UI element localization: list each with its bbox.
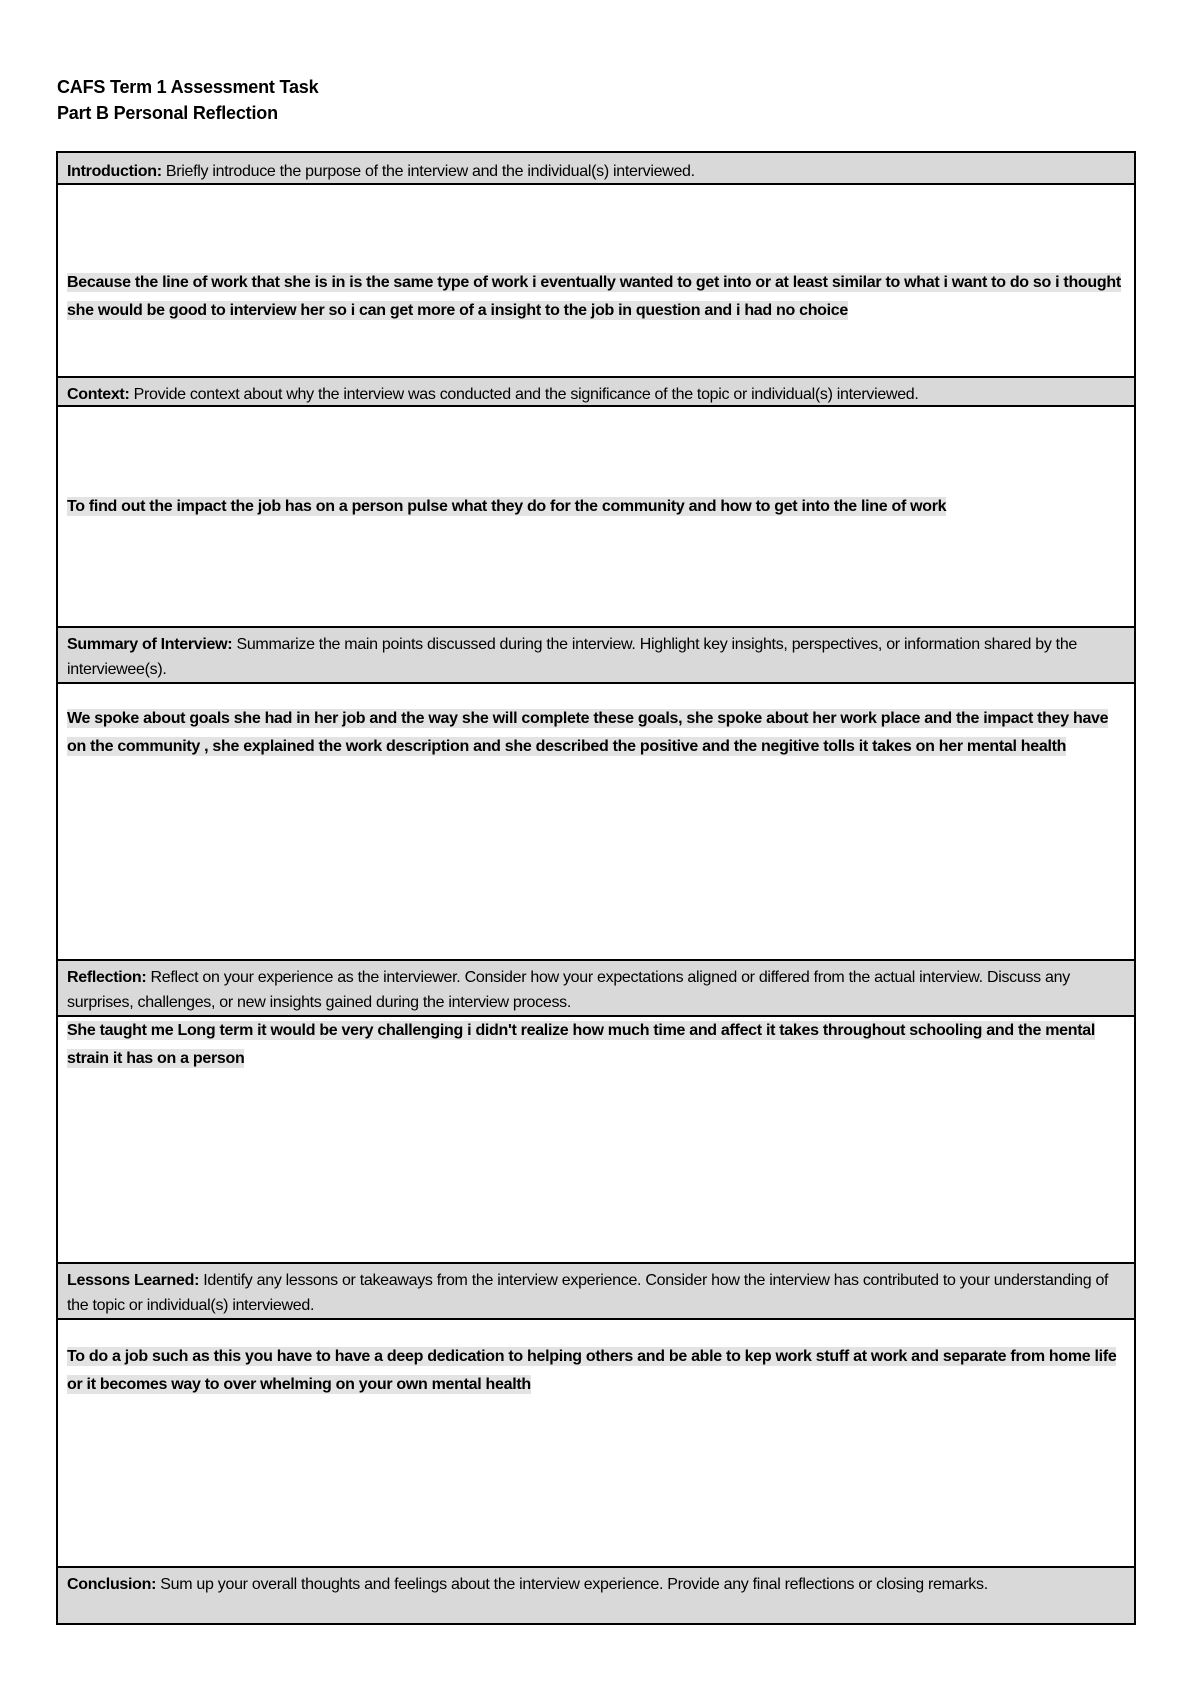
lessons-prompt-text: Identify any lessons or takeaways from the interview experience. Consider how the interview has contributed to your understanding of the topic or individual(s) interviewed. bbox=[67, 1272, 1109, 1314]
summary-answer: We spoke about goals she had in her job and the way she will complete these goals, she spoke about her work place and the impact they have on the community , she explained the work description and she described the positive and the negitive tolls it takes on her mental health bbox=[67, 710, 1109, 755]
context-answer: To find out the impact the job has on a person pulse what they do for the community and how to get into the line of work bbox=[67, 498, 947, 515]
reflection-answer: She taught me Long term it would be very challenging i didn't realize how much time and affect it takes throughout schooling and the mental strain it has on a person bbox=[67, 1022, 1095, 1067]
lessons-answer: To do a job such as this you have to have a deep dedication to helping others and be able to kep work stuff at work and separate from home life or it becomes way to over whelming on your own mental health bbox=[67, 1348, 1117, 1393]
lessons-prompt bbox=[58, 1264, 1134, 1320]
context-answer-cell[interactable] bbox=[58, 407, 1134, 628]
introduction-prompt bbox=[58, 153, 1134, 185]
conclusion-prompt bbox=[58, 1568, 1134, 1623]
reflection-prompt-text: Reflect on your experience as the interviewer. Consider how your expectations aligned or differed from the actual interview. Discuss any surprises, challenges, or new insights gained during the interview process. bbox=[67, 969, 1070, 1011]
reflection-label: Reflection: bbox=[67, 969, 147, 986]
context-label: Context: bbox=[67, 386, 130, 403]
reflection-answer-cell[interactable] bbox=[58, 1017, 1134, 1264]
document-title: CAFS Term 1 Assessment Task bbox=[57, 77, 319, 97]
conclusion-label: Conclusion: bbox=[67, 1576, 157, 1593]
reflection-prompt bbox=[58, 961, 1134, 1017]
document-header bbox=[57, 74, 318, 126]
introduction-label: Introduction: bbox=[67, 163, 162, 180]
document-subtitle: Part B Personal Reflection bbox=[57, 103, 278, 123]
introduction-answer: Because the line of work that she is in is the same type of work i eventually wanted to get into or at least similar to what i want to do so i thought she would be good to interview her so i can get more of a insight to the job in question and i had no choice bbox=[67, 274, 1121, 319]
reflection-form-table bbox=[56, 151, 1136, 1625]
context-prompt bbox=[58, 378, 1134, 407]
context-prompt-text: Provide context about why the interview was conducted and the significance of the topic or individual(s) interviewed. bbox=[129, 386, 919, 403]
introduction-answer-cell[interactable] bbox=[58, 185, 1134, 378]
summary-answer-cell[interactable] bbox=[58, 684, 1134, 961]
lessons-answer-cell[interactable] bbox=[58, 1320, 1134, 1568]
conclusion-prompt-text: Sum up your overall thoughts and feelings about the interview experience. Provide any final reflections or closing remarks. bbox=[156, 1576, 988, 1593]
lessons-label: Lessons Learned: bbox=[67, 1272, 200, 1289]
summary-label: Summary of Interview: bbox=[67, 636, 233, 653]
introduction-prompt-text: Briefly introduce the purpose of the interview and the individual(s) interviewed. bbox=[161, 163, 695, 180]
summary-prompt-text: Summarize the main points discussed during the interview. Highlight key insights, perspectives, or information shared by the interviewee(s). bbox=[67, 636, 1078, 678]
summary-prompt bbox=[58, 628, 1134, 684]
